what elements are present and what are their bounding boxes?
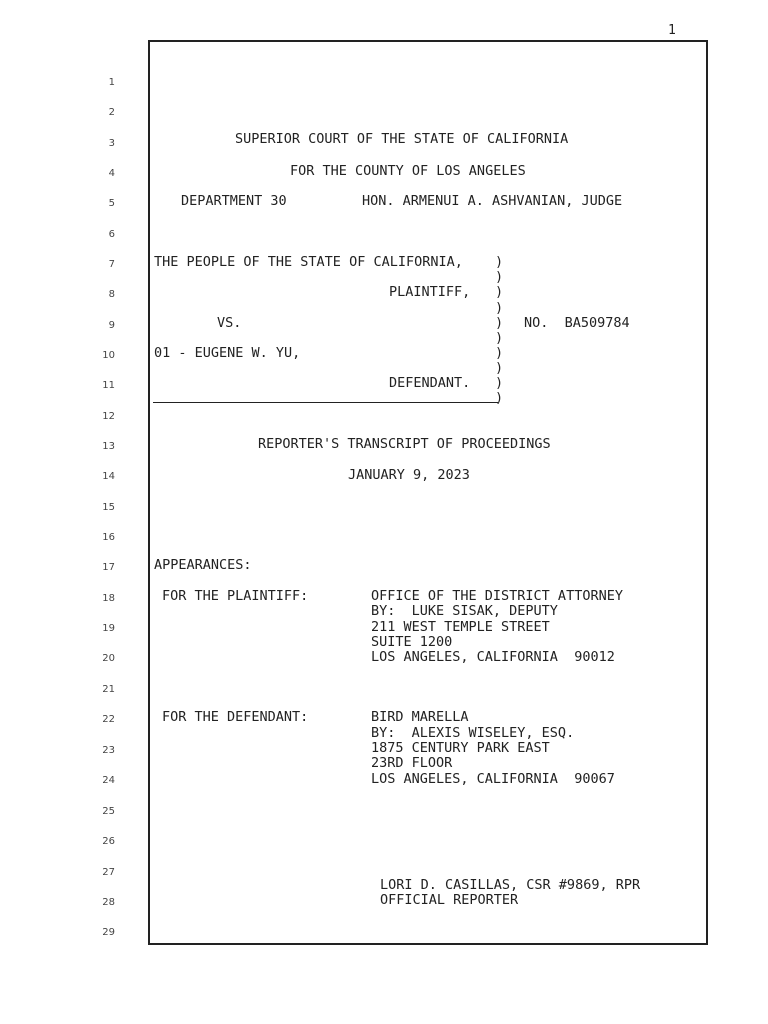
transcript-title: REPORTER'S TRANSCRIPT OF PROCEEDINGS <box>258 436 551 452</box>
plaintiff-name: THE PEOPLE OF THE STATE OF CALIFORNIA, <box>154 254 463 270</box>
judge-name: HON. ARMENUI A. ASHVANIAN, JUDGE <box>362 193 623 209</box>
versus: VS. <box>217 315 242 331</box>
reporter-name: LORI D. CASILLAS, CSR #9869, RPR <box>380 877 641 893</box>
proceeding-date: JANUARY 9, 2023 <box>348 467 470 483</box>
line-number: 18 <box>102 593 115 604</box>
court-name: SUPERIOR COURT OF THE STATE OF CALIFORNIA <box>235 131 569 147</box>
line-number: 2 <box>108 107 115 118</box>
line-number: 8 <box>108 289 115 300</box>
defendant-counsel-line: 23RD FLOOR <box>371 755 453 771</box>
defendant-counsel-line: 1875 CENTURY PARK EAST <box>371 740 550 756</box>
plaintiff-counsel-line: SUITE 1200 <box>371 634 453 650</box>
plaintiff-counsel-label: FOR THE PLAINTIFF: <box>162 588 309 604</box>
department: DEPARTMENT 30 <box>181 193 287 209</box>
plaintiff-counsel-line: 211 WEST TEMPLE STREET <box>371 619 550 635</box>
line-number: 27 <box>102 867 115 878</box>
plaintiff-counsel-line: OFFICE OF THE DISTRICT ATTORNEY <box>371 588 623 604</box>
line-number: 28 <box>102 897 115 908</box>
line-number: 1 <box>108 77 115 88</box>
plaintiff-counsel-line: LOS ANGELES, CALIFORNIA 90012 <box>371 649 615 665</box>
caption-rule <box>153 402 498 403</box>
caption-paren: ) <box>495 360 504 376</box>
caption-paren: ) <box>495 330 504 346</box>
caption-paren: ) <box>495 269 504 285</box>
plaintiff-counsel-line: BY: LUKE SISAK, DEPUTY <box>371 603 558 619</box>
caption-paren: ) <box>495 300 504 316</box>
line-number: 20 <box>102 653 115 664</box>
line-number: 17 <box>102 562 115 573</box>
line-number: 15 <box>102 502 115 513</box>
reporter-title: OFFICIAL REPORTER <box>380 892 519 908</box>
caption-paren: ) <box>495 315 504 331</box>
line-number: 5 <box>108 198 115 209</box>
line-number: 10 <box>102 350 115 361</box>
line-number: 11 <box>102 380 115 391</box>
case-number: NO. BA509784 <box>524 315 630 331</box>
line-number: 14 <box>102 471 115 482</box>
line-number: 9 <box>108 320 115 331</box>
line-number: 7 <box>108 259 115 270</box>
caption-paren: ) <box>495 390 504 406</box>
caption-paren: ) <box>495 254 504 270</box>
page-number: 1 <box>668 23 676 38</box>
line-number: 12 <box>102 411 115 422</box>
defendant-counsel-line: LOS ANGELES, CALIFORNIA 90067 <box>371 771 615 787</box>
line-number: 24 <box>102 775 115 786</box>
defendant-counsel-line: BIRD MARELLA <box>371 709 469 725</box>
line-number: 22 <box>102 714 115 725</box>
line-number: 13 <box>102 441 115 452</box>
line-number: 29 <box>102 927 115 938</box>
defendant-role: DEFENDANT. <box>389 375 471 391</box>
line-number: 25 <box>102 806 115 817</box>
line-number: 19 <box>102 623 115 634</box>
line-number: 26 <box>102 836 115 847</box>
line-number: 23 <box>102 745 115 756</box>
defendant-name: 01 - EUGENE W. YU, <box>154 345 301 361</box>
line-number: 16 <box>102 532 115 543</box>
caption-paren: ) <box>495 375 504 391</box>
plaintiff-role: PLAINTIFF, <box>389 284 471 300</box>
line-number: 3 <box>108 138 115 149</box>
defendant-counsel-label: FOR THE DEFENDANT: <box>162 709 309 725</box>
appearances-heading: APPEARANCES: <box>154 557 252 573</box>
defendant-counsel-line: BY: ALEXIS WISELEY, ESQ. <box>371 725 575 741</box>
caption-paren: ) <box>495 345 504 361</box>
caption-paren: ) <box>495 284 504 300</box>
line-number: 21 <box>102 684 115 695</box>
line-number: 4 <box>108 168 115 179</box>
line-number: 6 <box>108 229 115 240</box>
court-county: FOR THE COUNTY OF LOS ANGELES <box>290 163 526 179</box>
